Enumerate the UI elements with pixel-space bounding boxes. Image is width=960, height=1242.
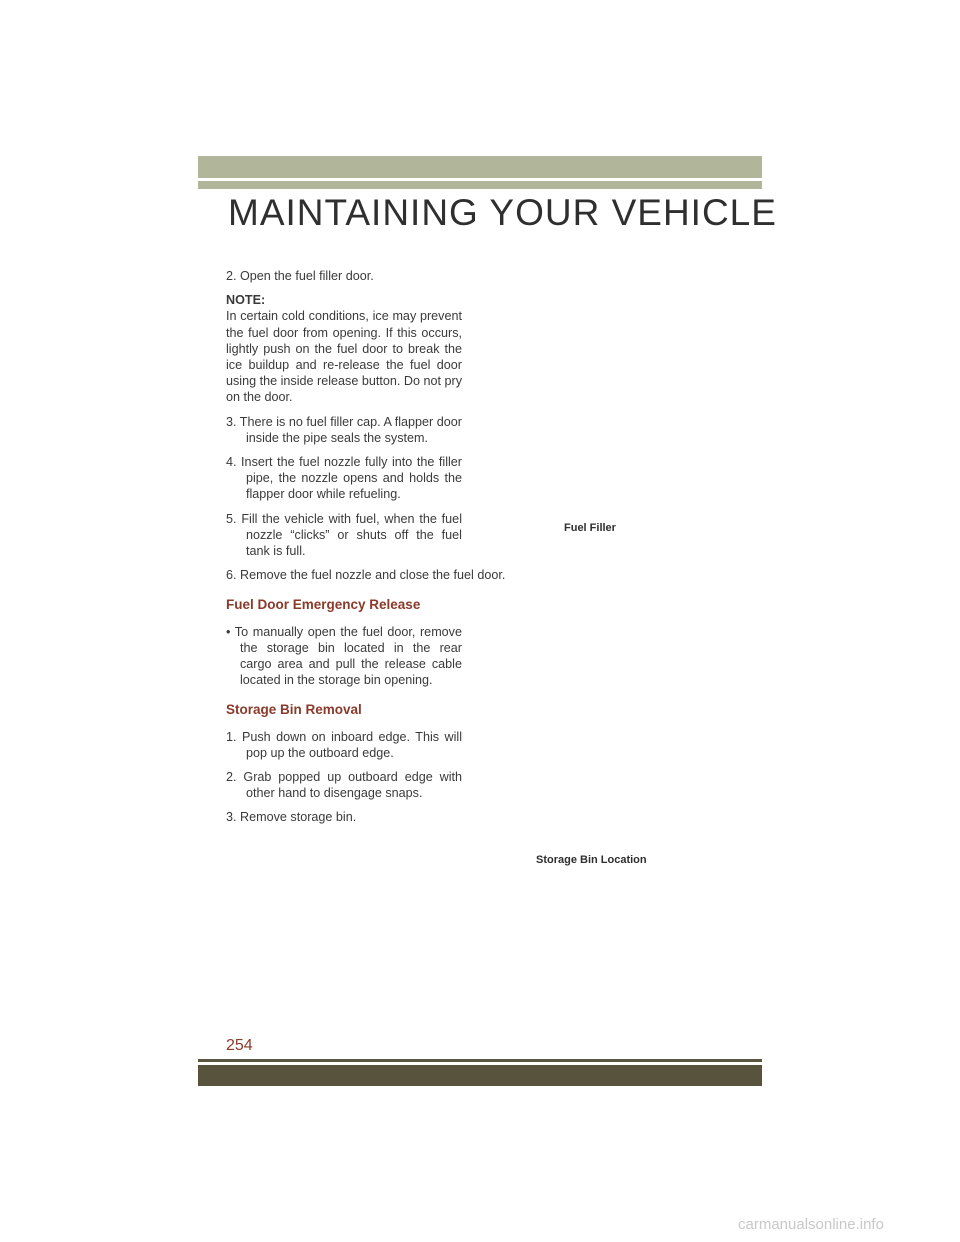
- step-6: 6. Remove the fuel nozzle and close the fuel door.: [226, 568, 506, 583]
- step-2: 2. Open the fuel filler door.: [226, 269, 374, 283]
- step-5: 5. Fill the vehicle with fuel, when the fuel nozzle “clicks” or shuts off the fuel tank is full.: [226, 511, 462, 559]
- page-number: 254: [226, 1037, 253, 1054]
- bullet-emergency-release: • To manually open the fuel door, remove the storage bin located in the rear cargo area and pull the release cable located in the storage bin opening.: [226, 624, 462, 688]
- bin-step-3: 3. Remove storage bin.: [226, 810, 357, 825]
- header-bar: [198, 156, 762, 178]
- body-column: [226, 268, 506, 834]
- step-3: 3. There is no fuel filler cap. A flapper door inside the pipe seals the system.: [226, 414, 462, 445]
- step-4: 4. Insert the fuel nozzle fully into the filler pipe, the nozzle opens and holds the flapper door while refueling.: [226, 455, 462, 502]
- footer-line: [198, 1059, 762, 1062]
- fuel-filler-caption: Fuel Filler: [564, 522, 616, 534]
- note-label: NOTE:: [226, 293, 266, 308]
- section-title: MAINTAINING YOUR VEHICLE: [228, 192, 777, 233]
- header-line: [198, 181, 762, 189]
- watermark: carmanualsonline.info: [738, 1216, 884, 1233]
- storage-bin-caption: Storage Bin Location: [536, 854, 647, 866]
- heading-storage-bin-removal: Storage Bin Removal: [226, 702, 362, 718]
- bin-step-2: 2. Grab popped up outboard edge with other hand to disengage snaps.: [226, 770, 462, 801]
- footer-bar: [198, 1065, 762, 1086]
- heading-fuel-door-emergency-release: Fuel Door Emergency Release: [226, 597, 421, 613]
- note-text: In certain cold conditions, ice may prevent the fuel door from opening. If this occurs, lightly push on the fuel door to break the ice buildup and re-release the fuel door using the inside release button. Do not pry on the door.: [226, 309, 462, 405]
- bin-step-1: 1. Push down on inboard edge. This will pop up the outboard edge.: [226, 729, 462, 760]
